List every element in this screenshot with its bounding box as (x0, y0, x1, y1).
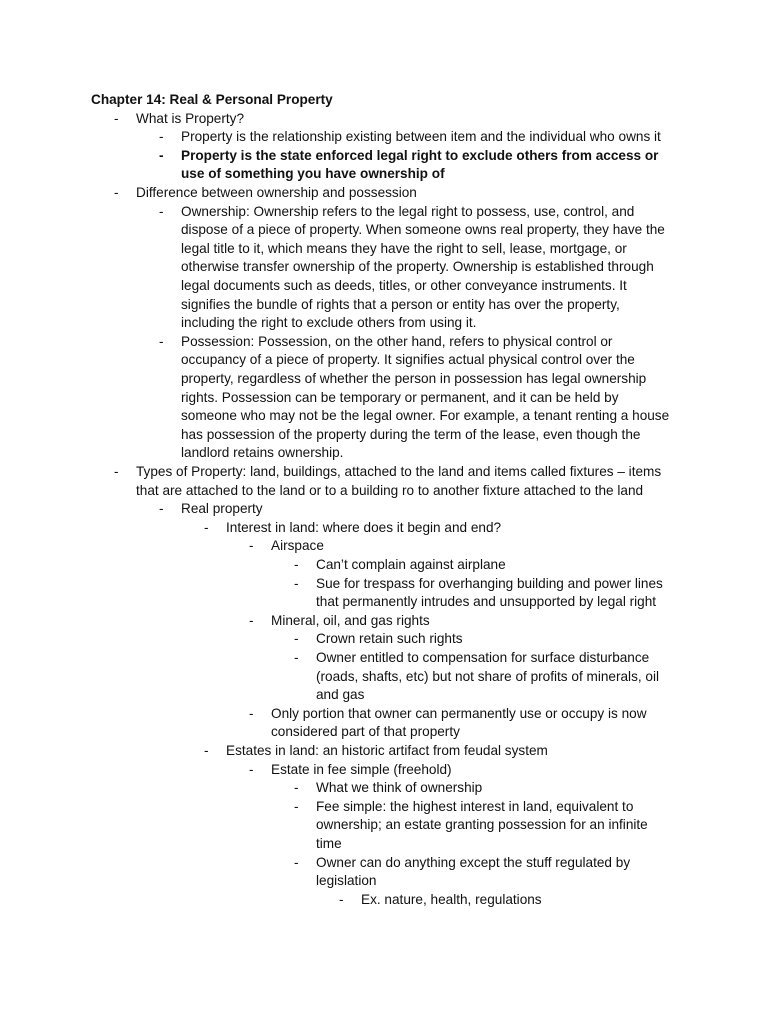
bullet-dash: - (159, 333, 164, 349)
outline-item-text: What we think of ownership (316, 780, 483, 796)
outline-item-text: rights. Possession can be temporary or permanent, and it can be held by (181, 389, 619, 405)
bullet-dash: - (114, 185, 119, 200)
bullet-dash: - (159, 147, 164, 163)
outline-item-text: Owner can do anything except the stuff regulated by (316, 854, 631, 870)
outline-item-text: Airspace (271, 538, 324, 554)
outline-item-text: Possession: Possession, on the other hand, refers to physical control or (181, 333, 613, 349)
outline-item-text: Fee simple: the highest interest in land, equivalent to (316, 798, 634, 814)
outline-item-text: Ownership: Ownership refers to the legal right to possess, use, control, and (181, 203, 635, 219)
outline-item-text: Only portion that owner can permanently use or occupy is now (271, 705, 647, 721)
outline-item-text: Can’t complain against airplane (316, 557, 506, 572)
outline-item-text: property, regardless of whether the person in possession has legal ownership (181, 370, 647, 386)
outline-item-text: Types of Property: land, buildings, attached to the land and items called fixtures – items (136, 464, 662, 479)
outline-item-text: Real property (181, 501, 263, 517)
outline-item-text: landlord retains ownership. (181, 445, 344, 461)
outline-item-text: Owner entitled to compensation for surface disturbance (316, 650, 650, 665)
outline-item-text: signifies the bundle of rights that a person or entity has over the property, (181, 296, 620, 312)
outline-item-text: time (316, 835, 342, 851)
bullet-dash: - (294, 780, 299, 796)
bullet-dash: - (294, 798, 299, 814)
outline-item-text: Property is the state enforced legal right to exclude others from access or (181, 147, 659, 163)
bullet-dash: - (249, 538, 254, 554)
bullet-dash: - (114, 110, 119, 126)
outline-item-text: occupancy of a piece of property. It signifies actual physical control over the (181, 352, 635, 368)
outline-item-text: Ex. nature, health, regulations (361, 891, 542, 907)
outline-item-text: dispose of a piece of property. When someone owns real property, they have the (181, 222, 665, 238)
outline-item-text: that are attached to the land or to a building ro to another fixture attached to the land (136, 482, 644, 498)
outline-item-text: including the right to exclude others from using it. (181, 315, 477, 331)
outline-item-text: Difference between ownership and possession (136, 185, 417, 200)
bullet-dash: - (159, 501, 164, 517)
outline-item-text: Mineral, oil, and gas rights (271, 612, 430, 628)
bullet-dash: - (249, 612, 254, 628)
bullet-dash: - (114, 464, 119, 479)
outline-item-text: and gas (316, 687, 365, 703)
bullet-dash: - (294, 575, 299, 591)
bullet-dash: - (159, 203, 164, 219)
bullet-dash: - (159, 129, 164, 145)
outline-item-text: has possession of the property during the term of the lease, even though the (181, 426, 641, 442)
outline-item-text: use of something you have ownership of (181, 166, 445, 182)
outline-item-text: Estates in land: an historic artifact from feudal system (226, 743, 548, 758)
outline-item-text: legal documents such as deeds, titles, or other conveyance instruments. It (181, 277, 627, 293)
document-title: Chapter 14: Real & Personal Property (91, 92, 333, 107)
outline-item-text: Interest in land: where does it begin and end? (226, 519, 502, 535)
bullet-dash: - (204, 743, 209, 758)
bullet-dash: - (294, 650, 299, 665)
outline-item-text: legislation (316, 873, 377, 889)
outline-item-text: (roads, shafts, etc) but not share of profits of minerals, oil (316, 668, 660, 684)
bullet-dash: - (294, 557, 299, 572)
outline-item-text: Sue for trespass for overhanging building and power lines (316, 575, 663, 591)
bullet-dash: - (294, 854, 299, 870)
outline-item-text: considered part of that property (271, 724, 460, 740)
bullet-dash: - (294, 631, 299, 647)
outline-item-text: Property is the relationship existing between item and the individual who owns it (181, 129, 661, 145)
outline-item-text: Crown retain such rights (316, 631, 463, 647)
bullet-dash: - (339, 891, 344, 907)
outline-item-text: ownership; an estate granting possession for an infinite (316, 817, 648, 833)
bullet-dash: - (249, 761, 254, 777)
outline-item-text: someone who may not be the legal owner. For example, a tenant renting a house (181, 408, 670, 424)
outline-item-text: legal title to it, which means they have the right to sell, lease, mortgage, or (181, 240, 627, 256)
outline-item-text: Estate in fee simple (freehold) (271, 761, 452, 777)
outline-item-text: otherwise transfer ownership of the property. Ownership is established through (181, 259, 654, 275)
outline-item-text: What is Property? (136, 110, 245, 126)
bullet-dash: - (204, 519, 209, 535)
bullet-dash: - (249, 705, 254, 721)
outline-item-text: that permanently intrudes and unsupported by legal right (316, 594, 657, 610)
